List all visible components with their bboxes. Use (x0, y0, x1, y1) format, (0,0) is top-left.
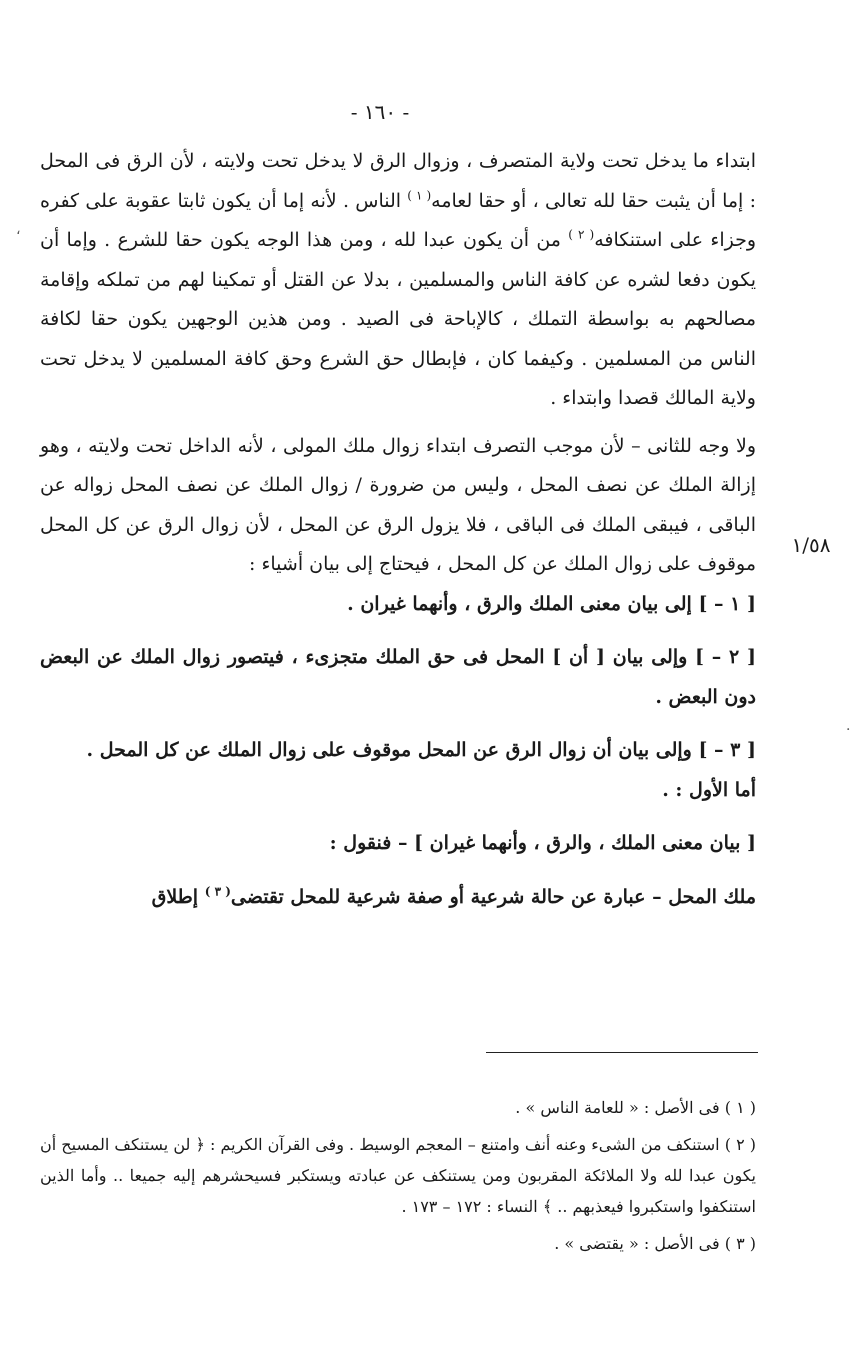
page-number: - ١٦٠ - (350, 100, 410, 124)
scan-edge-mark: ، (16, 222, 21, 238)
footnote-2: ( ٢ ) استنكف من الشىء وعنه أنف وامتنع – المعجم الوسيط . وفى القرآن الكريم : ﴿ لن يستنكف المسيح أن يكون عبدا لله ولا الملائكة المقربون ومن يستنكف عن عبادته ويستكبر فسيحشرهم إليه جميعا .. وأما الذين استنكفوا واستكبروا فيعذبهم .. ﴾ النساء : ١٧٢ – ١٧٣ . (40, 1135, 757, 1216)
footnote-3: ( ٣ ) فى الأصل : « يقتضى » . (554, 1234, 756, 1253)
paragraph-1-part-2: الناس . لأنه إما أن يكون ثابتا عقوبة على كفره وجزاء على استنكافه (40, 189, 757, 251)
list-item: [ ٢ – ] وإلى بيان [ أن ] المحل فى حق الملك متجزىء ، فيتصور زوال الملك عن البعض دون البعض . (40, 646, 756, 708)
amma-al-awwal: أما الأول : . (662, 778, 756, 801)
paragraph-2: ولا وجه للثانى – لأن موجب التصرف ابتداء زوال ملك المولى ، لأنه الداخل تحت ولايته ، وهو إزالة الملك عن نصف المحل ، وليس من ضرورة / زوال الملك عن نصف المحل زواله عن الباقى ، فيبقى الملك فى الباقى ، فلا يزول الرق عن المحل ، لأن زوال الرق عن كل المحل موقوف على زوال الملك عن كل المحل ، فيحتاج إلى بيان أشياء : (40, 434, 756, 575)
scan-edge-mark: · (846, 722, 851, 738)
list-item: [ ١ – ] إلى بيان معنى الملك والرق ، وأنهما غيران . (347, 592, 756, 615)
paragraph-1 (40, 142, 756, 419)
footnotes (40, 1092, 756, 1259)
footnote-1: ( ١ ) فى الأصل : « للعامة الناس » . (515, 1098, 756, 1117)
section-heading: [ بيان معنى الملك ، والرق ، وأنهما غيران ] – فنقول : (329, 832, 756, 854)
footnote-marker-3: ( ٣ ) (204, 884, 231, 899)
footnote-marker-1: ( ١ ) (407, 188, 432, 203)
paragraph-1-part-3: من أن يكون عبدا لله ، ومن هذا الوجه يكون حقا للشرع . وإما أن يكون دفعا لشره عن كافة الناس والمسلمين ، بدلا عن القتل أو تمكينا لهم من تملكه وإقامة مصالحهم به بواسطة التملك ، كالإباحة فى الصيد . ومن هذين الوجهين يكون حقا لكافة الناس من المسلمين . وكيفما كان ، فإبطال حق الشرع وحق كافة المسلمين لا يدخل تحت ولاية المالك قصدا وابتداء . (40, 229, 756, 409)
footnote-separator (486, 1052, 758, 1053)
main-text (40, 142, 756, 917)
last-line-before: ملك المحل – عبارة عن حالة شرعية أو صفة شرعية للمحل تقتضى (230, 885, 756, 908)
last-line-after: إطلاق (151, 885, 205, 908)
paragraph-1-part-1: ابتداء ما يدخل تحت ولاية المتصرف ، وزوال الرق لا يدخل تحت ولايته ، لأن الرق فى المحل : إما أن يثبت حقا لله تعالى ، أو حقا لعامه (40, 150, 756, 212)
footnote-marker-2: ( ٢ ) (568, 227, 595, 242)
margin-folio-reference: ١/٥٨ (791, 533, 831, 557)
last-line (40, 878, 756, 918)
list-item: [ ٣ – ] وإلى بيان أن زوال الرق عن المحل موقوف على زوال الملك عن كل المحل . (86, 739, 756, 761)
